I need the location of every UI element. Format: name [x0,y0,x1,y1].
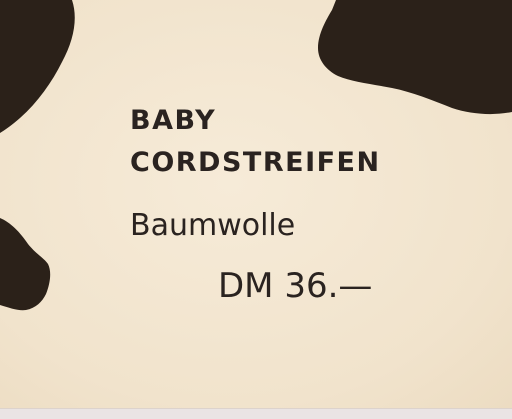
product-price: DM 36.— [218,266,373,306]
silhouette-left-foot [0,218,50,310]
product-name-line-1: BABY [130,105,217,136]
product-material: Baumwolle [130,208,296,243]
product-name-line-2: CORDSTREIFEN [130,147,381,178]
scan-bottom-edge [0,408,512,419]
silhouette-right-leg [318,0,512,114]
silhouette-left-leg [0,0,75,133]
